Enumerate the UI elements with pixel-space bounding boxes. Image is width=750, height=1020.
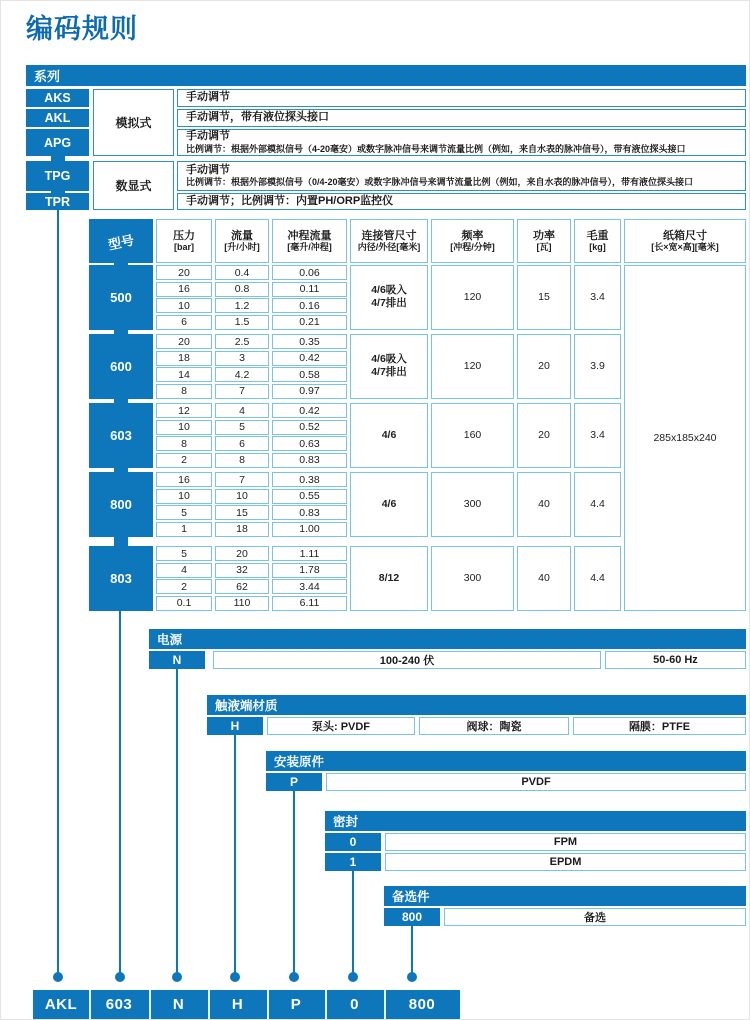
- spec-value-cell: 0.83: [272, 505, 347, 520]
- pipe-size-line: 4/7排出: [371, 366, 407, 379]
- spec-col-header: [156, 219, 212, 263]
- spec-value-cell: 20: [156, 334, 212, 349]
- spec-model-header-label: 型号: [106, 231, 136, 253]
- wetted-material-value-cell: 阀球：陶瓷: [419, 717, 569, 735]
- spec-value-cell: 0.11: [272, 282, 347, 297]
- seal-value-cell: FPM: [385, 833, 746, 851]
- spec-value-cell: 4.2: [215, 367, 269, 382]
- spec-col-unit: [冲程/分钟]: [450, 241, 495, 252]
- series-code-cell: AKS: [26, 89, 89, 107]
- spec-value-cell: 6: [215, 436, 269, 451]
- spec-value-cell: 16: [156, 282, 212, 297]
- product-code-bar: [33, 990, 460, 1019]
- spec-value-cell: 0.8: [215, 282, 269, 297]
- spec-value-cell: 0.55: [272, 489, 347, 504]
- wetted-material-header-bar: 触液端材质: [207, 695, 746, 715]
- installation-parts-code-cell: P: [266, 773, 322, 791]
- connector-line: [352, 871, 354, 977]
- spec-value-cell: 0.16: [272, 298, 347, 313]
- installation-parts-header-bar: 安装原件: [266, 751, 746, 771]
- spec-col-title: 压力: [173, 229, 195, 242]
- optional-parts-value-cell: 备选: [444, 908, 746, 926]
- spec-value-cell: 3: [215, 351, 269, 366]
- connector-dot: [115, 972, 125, 982]
- pipe-size-line: 4/6吸入: [371, 353, 407, 366]
- power-supply-value-cell: 50-60 Hz: [605, 651, 746, 669]
- connector-line: [293, 791, 295, 977]
- connector-line: [234, 735, 236, 977]
- spec-col-header: [574, 219, 621, 263]
- spec-power-cell: 20: [517, 403, 571, 468]
- spec-value-cell: 3.44: [272, 579, 347, 594]
- spec-value-cell: 18: [215, 522, 269, 537]
- series-type-cell: 模拟式: [93, 89, 174, 156]
- spec-pipe-cell: [350, 403, 428, 468]
- spec-weight-cell: 3.4: [574, 403, 621, 468]
- spec-value-cell: 0.4: [215, 265, 269, 280]
- spec-value-cell: 2: [156, 579, 212, 594]
- connector-dot: [348, 972, 358, 982]
- spec-freq-cell: 120: [431, 265, 514, 330]
- spec-weight-cell: 3.4: [574, 265, 621, 330]
- spec-value-cell: 8: [156, 436, 212, 451]
- spec-col-title: 毛重: [586, 229, 609, 242]
- spec-value-cell: 10: [156, 489, 212, 504]
- series-code-cell: TPG: [26, 161, 89, 191]
- connector-dot: [289, 972, 299, 982]
- wetted-material-code-cell: H: [207, 717, 263, 735]
- spec-value-cell: 2: [156, 453, 212, 468]
- spec-col-unit: [bar]: [174, 241, 194, 252]
- spec-value-cell: 6.11: [272, 596, 347, 611]
- spec-value-cell: 1.11: [272, 546, 347, 561]
- spec-col-header: [272, 219, 347, 263]
- spec-value-cell: 8: [215, 453, 269, 468]
- spec-freq-cell: 300: [431, 472, 514, 537]
- spec-power-cell: 15: [517, 265, 571, 330]
- code-segment: AKL: [44, 996, 78, 1013]
- series-type-cell: 数显式: [93, 161, 174, 210]
- spec-freq-cell: 120: [431, 334, 514, 399]
- spec-value-cell: 0.1: [156, 596, 212, 611]
- spec-weight-cell: 3.9: [574, 334, 621, 399]
- spec-pipe-cell: [350, 546, 428, 611]
- spec-col-unit: [毫升/冲程]: [287, 241, 332, 252]
- connector-dot: [53, 972, 63, 982]
- series-desc-cell: [177, 89, 746, 107]
- spec-value-cell: 32: [215, 563, 269, 578]
- page-title: 编码规则: [26, 14, 138, 44]
- spec-col-title: 冲程流量: [287, 229, 332, 242]
- spec-col-header: [624, 219, 746, 263]
- spec-value-cell: 0.38: [272, 472, 347, 487]
- series-desc-line: 手动调节: [186, 91, 230, 104]
- spec-model-cell: 600: [89, 334, 153, 399]
- pipe-size-line: 4/6: [381, 497, 397, 510]
- optional-parts-code-cell: 800: [384, 908, 440, 926]
- spec-model-cell: 803: [89, 546, 153, 611]
- series-header-bar: 系列: [26, 65, 746, 86]
- spec-pipe-cell: [350, 472, 428, 537]
- pipe-size-line: 4/6: [381, 428, 397, 441]
- spec-value-cell: 8: [156, 384, 212, 399]
- spec-col-title: 连接管尺寸: [361, 229, 417, 242]
- series-desc-line: 手动调节: [186, 130, 230, 142]
- spec-value-cell: 5: [215, 420, 269, 435]
- spec-power-cell: 20: [517, 334, 571, 399]
- spec-value-cell: 1.5: [215, 315, 269, 330]
- series-desc-cell: [177, 129, 746, 156]
- power-supply-value-cell: 100-240 伏: [213, 651, 601, 669]
- spec-value-cell: 0.42: [272, 351, 347, 366]
- spec-power-cell: 40: [517, 546, 571, 611]
- connector-line: [119, 611, 121, 977]
- connector-line: [176, 669, 178, 977]
- spec-value-cell: 18: [156, 351, 212, 366]
- series-desc-line: 比例调节：根据外部模拟信号（4-20毫安）或数字脉冲信号来调节流量比例（例如，来自水表的脉冲信号），带有液位探头接口: [186, 143, 686, 154]
- spec-model-cell: 800: [89, 472, 153, 537]
- series-desc-line: 手动调节，带有液位探头接口: [186, 111, 329, 124]
- spec-col-title: 流量: [231, 229, 253, 242]
- installation-parts-value-cell: PVDF: [326, 773, 746, 791]
- spec-power-cell: 40: [517, 472, 571, 537]
- spec-value-cell: 5: [156, 505, 212, 520]
- pipe-size-line: 4/7排出: [371, 297, 407, 310]
- series-desc-line: 手动调节: [186, 163, 230, 176]
- spec-weight-cell: 4.4: [574, 472, 621, 537]
- series-code-cell: APG: [26, 129, 89, 156]
- spec-value-cell: 14: [156, 367, 212, 382]
- spec-value-cell: 7: [215, 472, 269, 487]
- connector-line: [57, 210, 59, 977]
- spec-value-cell: 6: [156, 315, 212, 330]
- spec-value-cell: 0.97: [272, 384, 347, 399]
- series-desc-line: 手动调节；比例调节：内置PH/ORP监控仪: [186, 194, 394, 207]
- spec-value-cell: 110: [215, 596, 269, 611]
- spec-value-cell: 10: [215, 489, 269, 504]
- spec-value-cell: 20: [215, 546, 269, 561]
- spec-col-title: 纸箱尺寸: [663, 229, 707, 242]
- spec-value-cell: 16: [156, 472, 212, 487]
- wetted-material-value-cell: 泵头: PVDF: [267, 717, 415, 735]
- spec-value-cell: 0.63: [272, 436, 347, 451]
- seal-code-cell: 1: [325, 853, 381, 871]
- power-supply-header-bar: 电源: [149, 629, 746, 649]
- spec-freq-cell: 300: [431, 546, 514, 611]
- spec-value-cell: 10: [156, 420, 212, 435]
- series-desc-line: 比例调节：根据外部模拟信号（0/4-20毫安）或数字脉冲信号来调节流量比例（例如，来自水表的脉冲信号），带有液位探头接口: [186, 177, 694, 188]
- spec-carton-cell: 285x185x240: [624, 265, 746, 611]
- seal-value-cell: EPDM: [385, 853, 746, 871]
- series-code-cell: TPR: [26, 193, 89, 210]
- connector-dot: [407, 972, 417, 982]
- spec-value-cell: 0.52: [272, 420, 347, 435]
- spec-col-header: [431, 219, 514, 263]
- series-desc-cell: [177, 109, 746, 127]
- connector-line: [411, 926, 413, 977]
- spec-freq-cell: 160: [431, 403, 514, 468]
- spec-value-cell: 4: [156, 563, 212, 578]
- seal-code-cell: 0: [325, 833, 381, 851]
- spec-col-title: 频率: [461, 229, 484, 242]
- spec-value-cell: 0.06: [272, 265, 347, 280]
- spec-col-header: [350, 219, 428, 263]
- spec-value-cell: 1.78: [272, 563, 347, 578]
- spec-col-header: [517, 219, 571, 263]
- spec-value-cell: 1.00: [272, 522, 347, 537]
- spec-pipe-cell: [350, 334, 428, 399]
- code-segment: 800: [408, 996, 436, 1013]
- spec-col-header: [215, 219, 269, 263]
- pipe-size-line: 4/6吸入: [371, 284, 407, 297]
- spec-model-cell: 603: [89, 403, 153, 468]
- spec-value-cell: 0.42: [272, 403, 347, 418]
- spec-value-cell: 7: [215, 384, 269, 399]
- spec-value-cell: 10: [156, 298, 212, 313]
- connector-dot: [172, 972, 182, 982]
- spec-value-cell: 12: [156, 403, 212, 418]
- power-supply-code-cell: N: [149, 651, 205, 669]
- spec-value-cell: 0.58: [272, 367, 347, 382]
- spec-value-cell: 2.5: [215, 334, 269, 349]
- spec-weight-cell: 4.4: [574, 546, 621, 611]
- pipe-size-line: 8/12: [378, 571, 400, 584]
- spec-value-cell: 0.21: [272, 315, 347, 330]
- spec-col-unit: 内径/外径[毫米]: [357, 241, 421, 252]
- seal-header-bar: 密封: [325, 811, 746, 831]
- connector-dot: [230, 972, 240, 982]
- series-desc-cell: [177, 161, 746, 191]
- wetted-material-value-cell: 隔膜：PTFE: [573, 717, 746, 735]
- code-segment: P: [290, 996, 302, 1013]
- spec-col-title: 功率: [533, 229, 555, 242]
- optional-parts-header-bar: 备选件: [384, 886, 746, 906]
- spec-col-unit: [长×宽×高][毫米]: [651, 241, 719, 252]
- code-segment: 0: [350, 996, 359, 1013]
- code-segment: N: [172, 996, 185, 1013]
- spec-value-cell: 1: [156, 522, 212, 537]
- spec-value-cell: 15: [215, 505, 269, 520]
- spec-value-cell: 1.2: [215, 298, 269, 313]
- spec-col-unit: [升/小时]: [224, 241, 260, 252]
- code-segment: 603: [105, 996, 133, 1013]
- spec-col-unit: [瓦]: [536, 241, 552, 252]
- series-desc-cell: [177, 193, 746, 210]
- spec-pipe-cell: [350, 265, 428, 330]
- spec-value-cell: 5: [156, 546, 212, 561]
- spec-model-cell: 500: [89, 265, 153, 330]
- spec-model-header: [89, 219, 153, 263]
- spec-value-cell: 20: [156, 265, 212, 280]
- spec-col-unit: [kg]: [589, 241, 606, 252]
- spec-value-cell: 0.83: [272, 453, 347, 468]
- spec-value-cell: 62: [215, 579, 269, 594]
- series-code-cell: AKL: [26, 109, 89, 127]
- spec-value-cell: 0.35: [272, 334, 347, 349]
- spec-value-cell: 4: [215, 403, 269, 418]
- code-segment: H: [231, 996, 244, 1013]
